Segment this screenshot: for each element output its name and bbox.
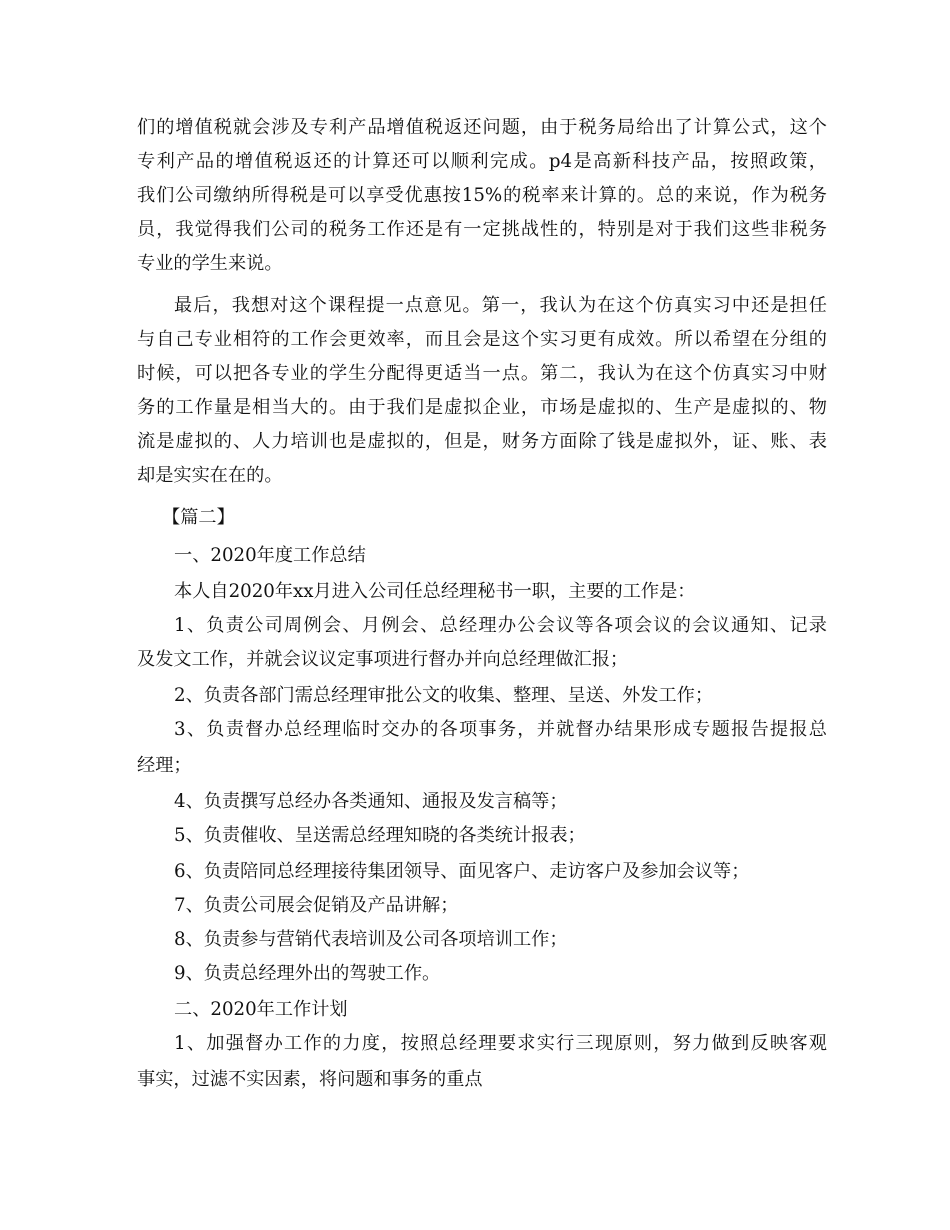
paragraph-line: 却是实实在在的。	[137, 465, 283, 486]
paragraph-line: 流是虚拟的、人力培训也是虚拟的，但是，财务方面除了钱是虚拟外，证、账、表	[137, 431, 827, 452]
paragraph-line: 务的工作量是相当大的。由于我们是虚拟企业，市场是虚拟的、生产是虚拟的、物	[137, 397, 827, 418]
plan-item-continued: 事实，过滤不实因素，将问题和事务的重点	[137, 1069, 483, 1090]
paragraph-line: 员，我觉得我们公司的税务工作还是有一定挑战性的，特别是对于我们这些非税务	[137, 219, 827, 240]
heading-work-plan: 二、2020年工作计划	[174, 999, 348, 1020]
heading-annual-summary: 一、2020年度工作总结	[174, 545, 366, 566]
duty-item: 3、负责督办总经理临时交办的各项事务，并就督办结果形成专题报告提报总	[174, 719, 827, 740]
section-title: 【篇二】	[162, 507, 235, 528]
duty-item: 5、负责催收、呈送需总经理知晓的各类统计报表；	[174, 825, 586, 846]
paragraph-line: 们的增值税就会涉及专利产品增值税返还问题，由于税务局给出了计算公式，这个	[137, 117, 827, 138]
duty-item: 1、负责公司周例会、月例会、总经理办公会议等各项会议的会议通知、记录	[174, 615, 827, 636]
duty-item-continued: 经理；	[137, 755, 192, 776]
duty-item-continued: 及发文工作，并就会议议定事项进行督办并向总经理做汇报；	[137, 649, 629, 670]
paragraph-line: 专利产品的增值税返还的计算还可以顺利完成。p4是高新科技产品，按照政策，	[137, 151, 827, 172]
paragraph-line: 与自己专业相符的工作会更效率，而且会是这个实习更有成效。所以希望在分组的	[137, 329, 827, 350]
paragraph-line: 我们公司缴纳所得税是可以享受优惠按15%的税率来计算的。总的来说，作为税务	[137, 185, 827, 206]
duty-item: 2、负责各部门需总经理审批公文的收集、整理、呈送、外发工作；	[174, 685, 714, 706]
intro-line: 本人自2020年xx月进入公司任总经理秘书一职，主要的工作是：	[174, 581, 696, 602]
duty-item: 7、负责公司展会促销及产品讲解；	[174, 895, 459, 916]
paragraph-line: 专业的学生来说。	[137, 253, 283, 274]
paragraph-line: 时候，可以把各专业的学生分配得更适当一点。第二，我认为在这个仿真实习中财	[137, 363, 827, 384]
duty-item: 4、负责撰写总经办各类通知、通报及发言稿等；	[174, 791, 568, 812]
plan-item: 1、加强督办工作的力度，按照总经理要求实行三现原则，努力做到反映客观	[174, 1033, 827, 1054]
duty-item: 9、负责总经理外出的驾驶工作。	[174, 963, 441, 984]
duty-item: 6、负责陪同总经理接待集团领导、面见客户、走访客户及参加会议等；	[174, 861, 750, 882]
duty-item: 8、负责参与营销代表培训及公司各项培训工作；	[174, 929, 568, 950]
paragraph-line: 最后，我想对这个课程提一点意见。第一，我认为在这个仿真实习中还是担任	[174, 295, 827, 316]
